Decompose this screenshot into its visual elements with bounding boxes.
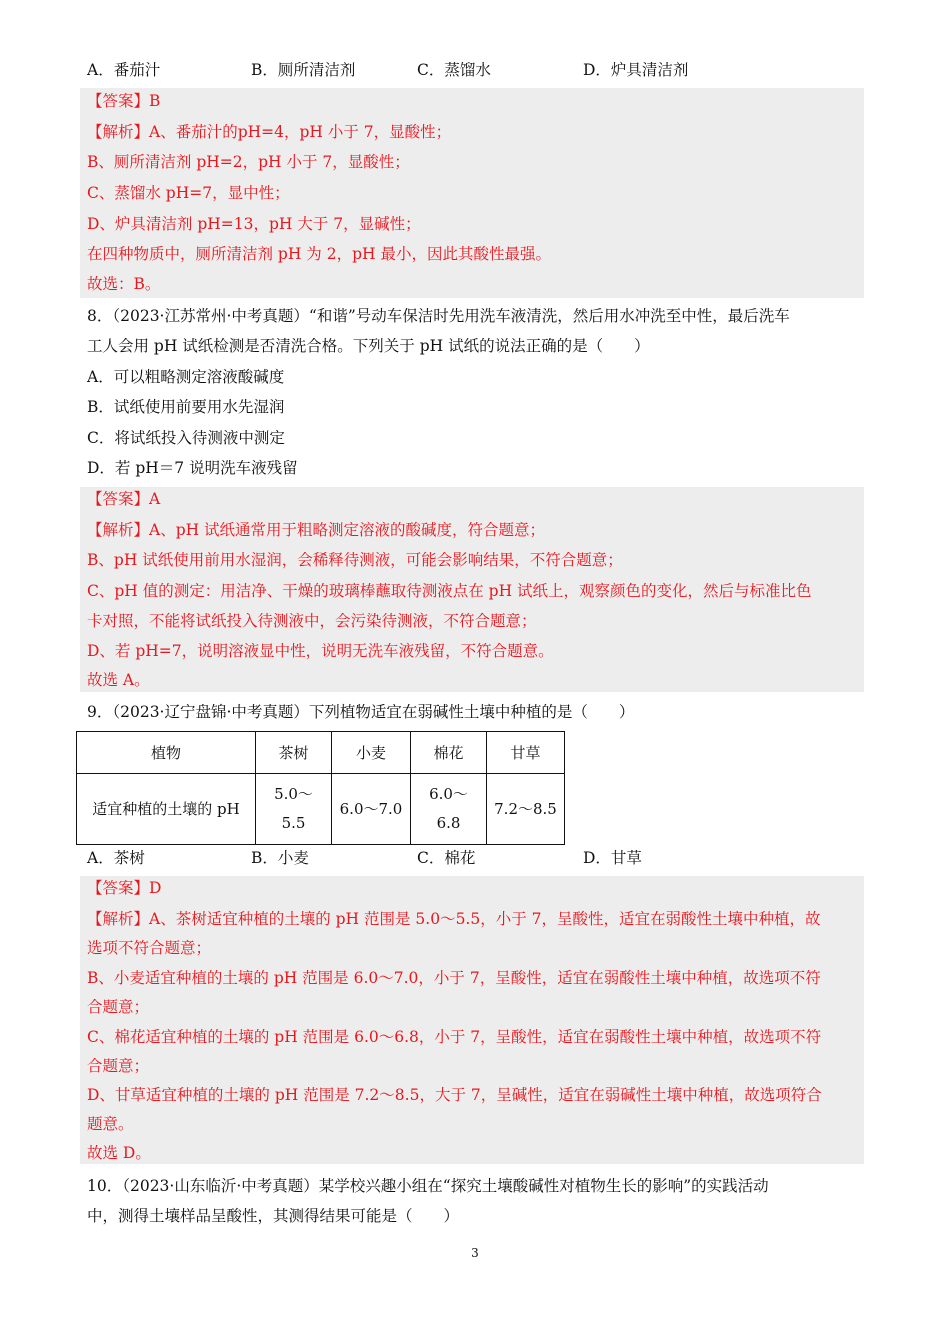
table-header-cell: 棉花 [411, 732, 487, 774]
table-row-label: 适宜种植的土壤的 pH [77, 774, 256, 845]
q9-explanation-line: 合题意； [87, 1057, 150, 1075]
q7-explanation-line: C、蒸馏水 pH=7，显中性； [87, 184, 290, 202]
q9-answer: 【答案】D [87, 879, 162, 897]
q7-explanation-line: B、厕所清洁剂 pH=2，pH 小于 7，显酸性； [87, 153, 410, 171]
q10-stem-line: 10．（2023·山东临沂·中考真题）某学校兴趣小组在“探究土壤酸碱性对植物生长的影响”的实践活动 [87, 1177, 769, 1195]
q7-explanation-line: 故选：B。 [87, 275, 161, 293]
table-header-row [77, 732, 565, 774]
q9-explanation-line: C、棉花适宜种植的土壤的 pH 范围是 6.0～6.8，小于 7，呈酸性，适宜在弱酸性土壤中种植，故选项不符 [87, 1028, 822, 1046]
q8-answer-box [80, 487, 864, 692]
table-cell-text: 5.0～ [274, 785, 313, 803]
q9-explanation-line: B、小麦适宜种植的土壤的 pH 范围是 6.0～7.0，小于 7，呈酸性，适宜在弱酸性土壤中种植，故选项不符 [87, 969, 821, 987]
table-cell: 7.2～8.5 [487, 774, 565, 845]
q7-explanation-line: D、炉具清洁剂 pH=13，pH 大于 7，显碱性； [87, 215, 421, 233]
q7-option-a: A．番茄汁 [87, 61, 161, 79]
ph-table [76, 731, 565, 845]
page-number: 3 [471, 1246, 479, 1260]
table-cell: 6.0～7.0 [332, 774, 411, 845]
q9-explanation-line: D、甘草适宜种植的土壤的 pH 范围是 7.2～8.5，大于 7，呈碱性，适宜在弱碱性土壤中种植，故选项符合 [87, 1086, 822, 1104]
q7-option-c: C．蒸馏水 [417, 61, 491, 79]
table-header-cell: 小麦 [332, 732, 411, 774]
q9-answer-box [80, 876, 864, 1164]
table-cell [256, 774, 332, 845]
q8-stem-line: 8．（2023·江苏常州·中考真题）“和谐”号动车保洁时先用洗车液清洗，然后用水冲洗至中性，最后洗车 [87, 307, 790, 325]
q8-explanation-line: 卡对照，不能将试纸投入待测液中，会污染待测液，不符合题意； [87, 612, 537, 630]
q8-explanation-line: B、pH 试纸使用前用水湿润，会稀释待测液，可能会影响结果，不符合题意； [87, 551, 623, 569]
q9-explanation-line: 故选 D。 [87, 1144, 151, 1162]
table-cell-text: 5.5 [281, 814, 306, 832]
table-cell-text: 6.0～ [429, 785, 468, 803]
q9-option-d: D．甘草 [583, 849, 642, 867]
q8-answer: 【答案】A [87, 490, 161, 508]
q9-options [87, 846, 867, 870]
q9-option-c: C．棉花 [417, 849, 476, 867]
table-cell-text: 6.8 [436, 814, 461, 832]
q7-option-d: D．炉具清洁剂 [583, 61, 689, 79]
q7-answer-box [80, 88, 864, 298]
q8-explanation-line: D、若 pH=7，说明溶液显中性，说明无洗车液残留，不符合题意。 [87, 642, 554, 660]
q9-option-a: A．茶树 [87, 849, 145, 867]
q9-stem: 9．（2023·辽宁盘锦·中考真题）下列植物适宜在弱碱性土壤中种植的是（ ） [87, 703, 635, 721]
q9-explanation-line: 选项不符合题意； [87, 939, 212, 957]
q8-explanation-line: 【解析】A、pH 试纸通常用于粗略测定溶液的酸碱度，符合题意； [87, 521, 546, 539]
q8-explanation-line: 故选 A。 [87, 671, 150, 689]
q9-explanation-line: 合题意； [87, 998, 150, 1016]
q7-explanation-line: 在四种物质中，厕所清洁剂 pH 为 2，pH 最小，因此其酸性最强。 [87, 245, 551, 263]
table-header-cell: 茶树 [256, 732, 332, 774]
table-header-cell: 植物 [77, 732, 256, 774]
table-header-cell: 甘草 [487, 732, 565, 774]
q8-stem-line: 工人会用 pH 试纸检测是否清洗合格。下列关于 pH 试纸的说法正确的是（ ） [87, 337, 650, 355]
q7-answer: 【答案】B [87, 92, 161, 110]
q10-stem-line: 中，测得土壤样品呈酸性，其测得结果可能是（ ） [87, 1207, 460, 1225]
table-cell [411, 774, 487, 845]
q8-option-c: C．将试纸投入待测液中测定 [87, 429, 285, 447]
q9-option-b: B．小麦 [251, 849, 309, 867]
q7-explanation-line: 【解析】A、番茄汁的pH=4，pH 小于 7，显酸性； [87, 123, 452, 141]
table-row [77, 774, 565, 845]
q7-options [87, 58, 867, 82]
q9-explanation-line: 【解析】A、茶树适宜种植的土壤的 pH 范围是 5.0～5.5，小于 7，呈酸性，适宜在弱酸性土壤中种植，故 [87, 910, 821, 928]
q7-option-b: B．厕所清洁剂 [251, 61, 356, 79]
q8-option-b: B．试纸使用前要用水先湿润 [87, 398, 285, 416]
q8-option-a: A．可以粗略测定溶液酸碱度 [87, 368, 285, 386]
q8-option-d: D．若 pH＝7 说明洗车液残留 [87, 459, 298, 477]
q8-explanation-line: C、pH 值的测定：用洁净、干燥的玻璃棒蘸取待测液点在 pH 试纸上，观察颜色的变化，然后与标准比色 [87, 582, 812, 600]
q9-explanation-line: 题意。 [87, 1115, 134, 1133]
